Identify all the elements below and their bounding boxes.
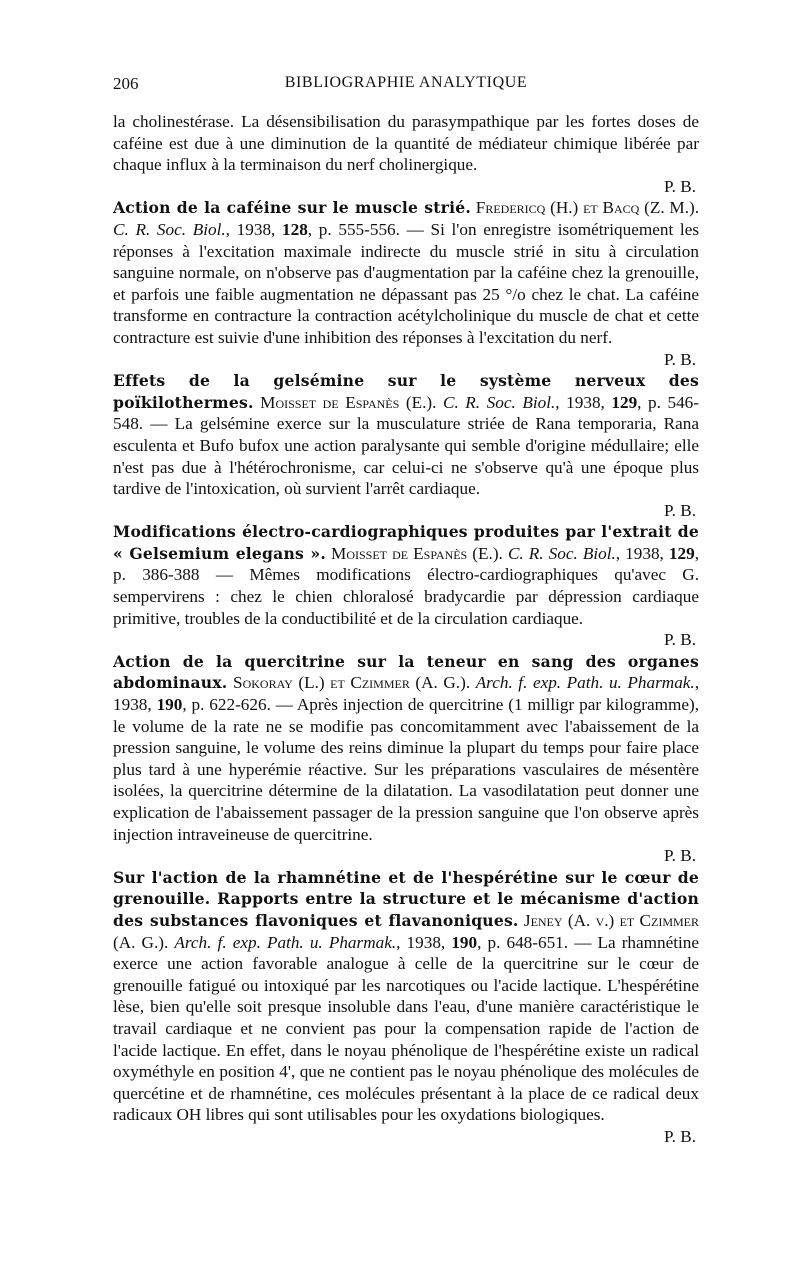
- entry-year: 1938: [406, 932, 441, 952]
- entry-title: Sur l'action de la rhamnétine et de l'hespérétine sur le cœur de grenouille. Rapports entre la structure et le mécanisme d'action des substances flavoniques et flavanoniques.: [113, 867, 699, 930]
- continued-abstract: [113, 111, 699, 197]
- entry-authors: Sokoray (L.) et Czimmer (A. G.).: [233, 673, 471, 693]
- page-number: 206: [113, 74, 139, 93]
- entry-year: 1938: [625, 543, 660, 563]
- page-header: [113, 74, 699, 100]
- bibliography-entry: Effets de la gelsémine sur le système nerveux des poïkilothermes. Moisset de Espanès (E.). C. R. Soc. Biol., 1938, 129, p. 546-548. — La gelsémine exerce sur la musculature striée de Rana temporaria, Rana esculenta et Bufo bufox une action paralysante qui semble d'origine médullaire; elle n'est pas due à l'hétérochronisme, car celui-ci ne s'observe qu'à une époque plus tardive de l'intoxication, où survient l'arrêt cardiaque. P. B.: [113, 371, 699, 520]
- entry-pages: p. 386-388: [113, 565, 200, 585]
- bibliography-entry: Modifications électro-cardiographiques produites par l'extrait de « Gelsemium elegans ». Moisset de Espanès (E.). C. R. Soc. Biol., 1938, 129, p. 386-388 — Mêmes modifications électro-cardiographiques qu'avec G. sempervirens : chez le chien chloralosé bradycardie par dépression cardiaque primitive, troubles de la conductibilité et de la circulation cardiaque. P. B.: [113, 522, 700, 650]
- entry-pages: p. 555-556.: [318, 219, 400, 239]
- entry-journal: Arch. f. exp. Path. u. Pharmak.: [174, 932, 397, 952]
- entry-volume: 190: [451, 932, 478, 952]
- signature: P. B.: [663, 1126, 696, 1146]
- entry-abstract: — La rhamnétine exerce une action favorable analogue à celle de la quercitrine sur le cœur de grenouille fatigué ou intoxiqué par les narcotiques ou l'acide lactique. L'hespérétine lèse, bien qu'elle soit presque insoluble dans l'eau, d'une manière caractéristique le travail cardiaque et ne convient pas pour la compensation rapide de l'action de l'acide lactique. En effet, dans le noyau phénolique de l'hespérétine existe un radical oxyméthyle en position 4', que ne contient pas le noyau phénolique des molécules de quercétine et de rhamnétine, ces molécules présentant à la place de ce radical deux radicaux OH libres qui sont utilisables pour les oxydations biologiques.: [113, 932, 700, 1125]
- signature: P. B.: [663, 500, 696, 520]
- entry-title: Action de la quercitrine sur la teneur en sang des organes abdominaux.: [113, 651, 699, 693]
- signature: P. B.: [663, 846, 696, 866]
- entry-title: Action de la caféine sur le muscle strié.: [113, 198, 471, 218]
- entry-journal: C. R. Soc. Biol.: [442, 392, 556, 412]
- signature: P. B.: [663, 630, 696, 650]
- entry-year: 1938: [566, 392, 601, 412]
- entry-pages: p. 546-548.: [113, 392, 699, 434]
- entry-abstract: — La gelsémine exerce sur la musculature striée de Rana temporaria, Rana esculenta et Bufo bufox une action paralysante qui semble d'origine médullaire; elle n'est pas due à l'hétérochronisme, car celui-ci ne s'observe qu'à une époque plus tardive de l'intoxication, où survient l'arrêt cardiaque.: [113, 414, 699, 499]
- entry-year: 1938: [113, 695, 148, 715]
- bibliography-entry: Action de la caféine sur le muscle strié. Fredericq (H.) et Bacq (Z. M.). C. R. Soc. Biol., 1938, 128, p. 555-556. — Si l'on enregistre isométriquement les réponses à l'excitation maximale indirecte du muscle strié in situ à circulation sanguine normale, on n'observe pas d'augmentation par la caféine chez la grenouille, et parfois une faible augmentation ne dépassant pas 25 °/o chez le chat. La caféine transforme en contracture la contraction acétylcholinique du muscle de chat et cette contracture est suivie d'une inhibition des réponses à l'excitation du nerf. P. B.: [113, 198, 700, 369]
- entry-authors: Moisset de Espanès (E.).: [331, 543, 503, 563]
- entry-abstract: — Après injection de quercitrine (1 milligr par kilogramme), le volume de la rate ne se modifie pas concomitamment avec l'abaissement de la pression sanguine, le volume des reins diminue la plupart du temps pour faire place plus tard à une hyperémie réactive. Sur les préparations vasculaires de mésentère isolées, la quercitrine détermine de la dilatation. La vasodilatation peut donner une explication de l'abaissement passager de la pression sanguine que l'on observe après injection intraveineuse de quercitrine.: [113, 695, 700, 844]
- entry-abstract: — Mêmes modifications électro-cardiographiques qu'avec G. sempervirens : chez le chien chloralosé bradycardie par dépression cardiaque primitive, troubles de la conductibilité et de la circulation cardiaque.: [113, 565, 700, 628]
- abstract-text: la cholinestérase. La désensibilisation du parasympathique par les fortes doses de caféine est due à une diminution de la quantité de médiateur chimique libérée par chaque influx à la terminaison du nerf cholinergique.: [113, 112, 699, 175]
- entry-authors: Moisset de Espanès (E.).: [260, 392, 437, 412]
- entry-journal: C. R. Soc. Biol.: [507, 543, 616, 563]
- entry-year: 1938: [236, 219, 272, 239]
- running-title: BIBLIOGRAPHIE ANALYTIQUE: [284, 74, 528, 91]
- bibliography-content: [113, 111, 699, 1148]
- entry-authors: Fredericq (H.) et Bacq (Z. M.).: [475, 198, 700, 218]
- entry-journal: Arch. f. exp. Path. u. Pharmak.: [475, 673, 695, 693]
- entry-volume: 128: [282, 219, 308, 239]
- entry-journal: C. R. Soc. Biol.: [113, 219, 226, 239]
- entry-title: Modifications électro-cardiographiques produites par l'extrait de « Gelsemium elegans ».: [113, 522, 699, 563]
- signature: P. B.: [663, 349, 696, 369]
- entry-authors: Jeney (A. v.) et Czimmer (A. G.).: [113, 910, 699, 952]
- entry-pages: p. 622-626.: [191, 695, 271, 715]
- entry-abstract: — Si l'on enregistre isométriquement les réponses à l'excitation maximale indirecte du muscle strié in situ à circulation sanguine normale, on n'observe pas d'augmentation par la caféine chez la grenouille, et parfois une faible augmentation ne dépassant pas 25 °/o chez le chat. La caféine transforme en contracture la contraction acétylcholinique du muscle de chat et cette contracture est suivie d'une inhibition des réponses à l'excitation du nerf.: [113, 219, 700, 347]
- bibliography-entry: Sur l'action de la rhamnétine et de l'hespérétine sur le cœur de grenouille. Rapports entre la structure et le mécanisme d'action des substances flavoniques et flavanoniques. Jeney (A. v.) et Czimmer (A. G.). Arch. f. exp. Path. u. Pharmak., 1938, 190, p. 648-651. — La rhamnétine exerce une action favorable analogue à celle de la quercitrine sur le cœur de grenouille fatigué ou intoxiqué par les narcotiques ou l'acide lactique. L'hespérétine lèse, bien qu'elle soit presque insoluble dans l'eau, d'une manière caractéristique le travail cardiaque et ne convient pas pour la compensation rapide de l'action de l'acide lactique. En effet, dans le noyau phénolique de l'hespérétine existe un radical oxyméthyle en position 4', que ne contient pas le noyau phénolique des molécules de quercétine et de rhamnétine, ces molécules présentant à la place de ce radical deux radicaux OH libres qui sont utilisables pour les oxydations biologiques. P. B.: [113, 867, 700, 1146]
- bibliography-entry: Action de la quercitrine sur la teneur en sang des organes abdominaux. Sokoray (L.) et Czimmer (A. G.). Arch. f. exp. Path. u. Pharmak., 1938, 190, p. 622-626. — Après injection de quercitrine (1 milligr par kilogramme), le volume de la rate ne se modifie pas concomitamment avec l'abaissement de la pression sanguine, le volume des reins diminue la plupart du temps pour faire place plus tard à une hyperémie réactive. Sur les préparations vasculaires de mésentère isolées, la quercitrine détermine de la dilatation. La vasodilatation peut donner une explication de l'abaissement passager de la pression sanguine que l'on observe après injection intraveineuse de quercitrine. P. B.: [113, 651, 700, 866]
- entry-pages: p. 648-651.: [487, 932, 569, 952]
- entry-volume: 129: [611, 392, 638, 412]
- entry-volume: 129: [668, 543, 695, 563]
- entry-title: Effets de la gelsémine sur le système nerveux des poïkilothermes.: [113, 371, 699, 412]
- entry-volume: 190: [156, 695, 183, 715]
- signature: P. B.: [663, 176, 696, 196]
